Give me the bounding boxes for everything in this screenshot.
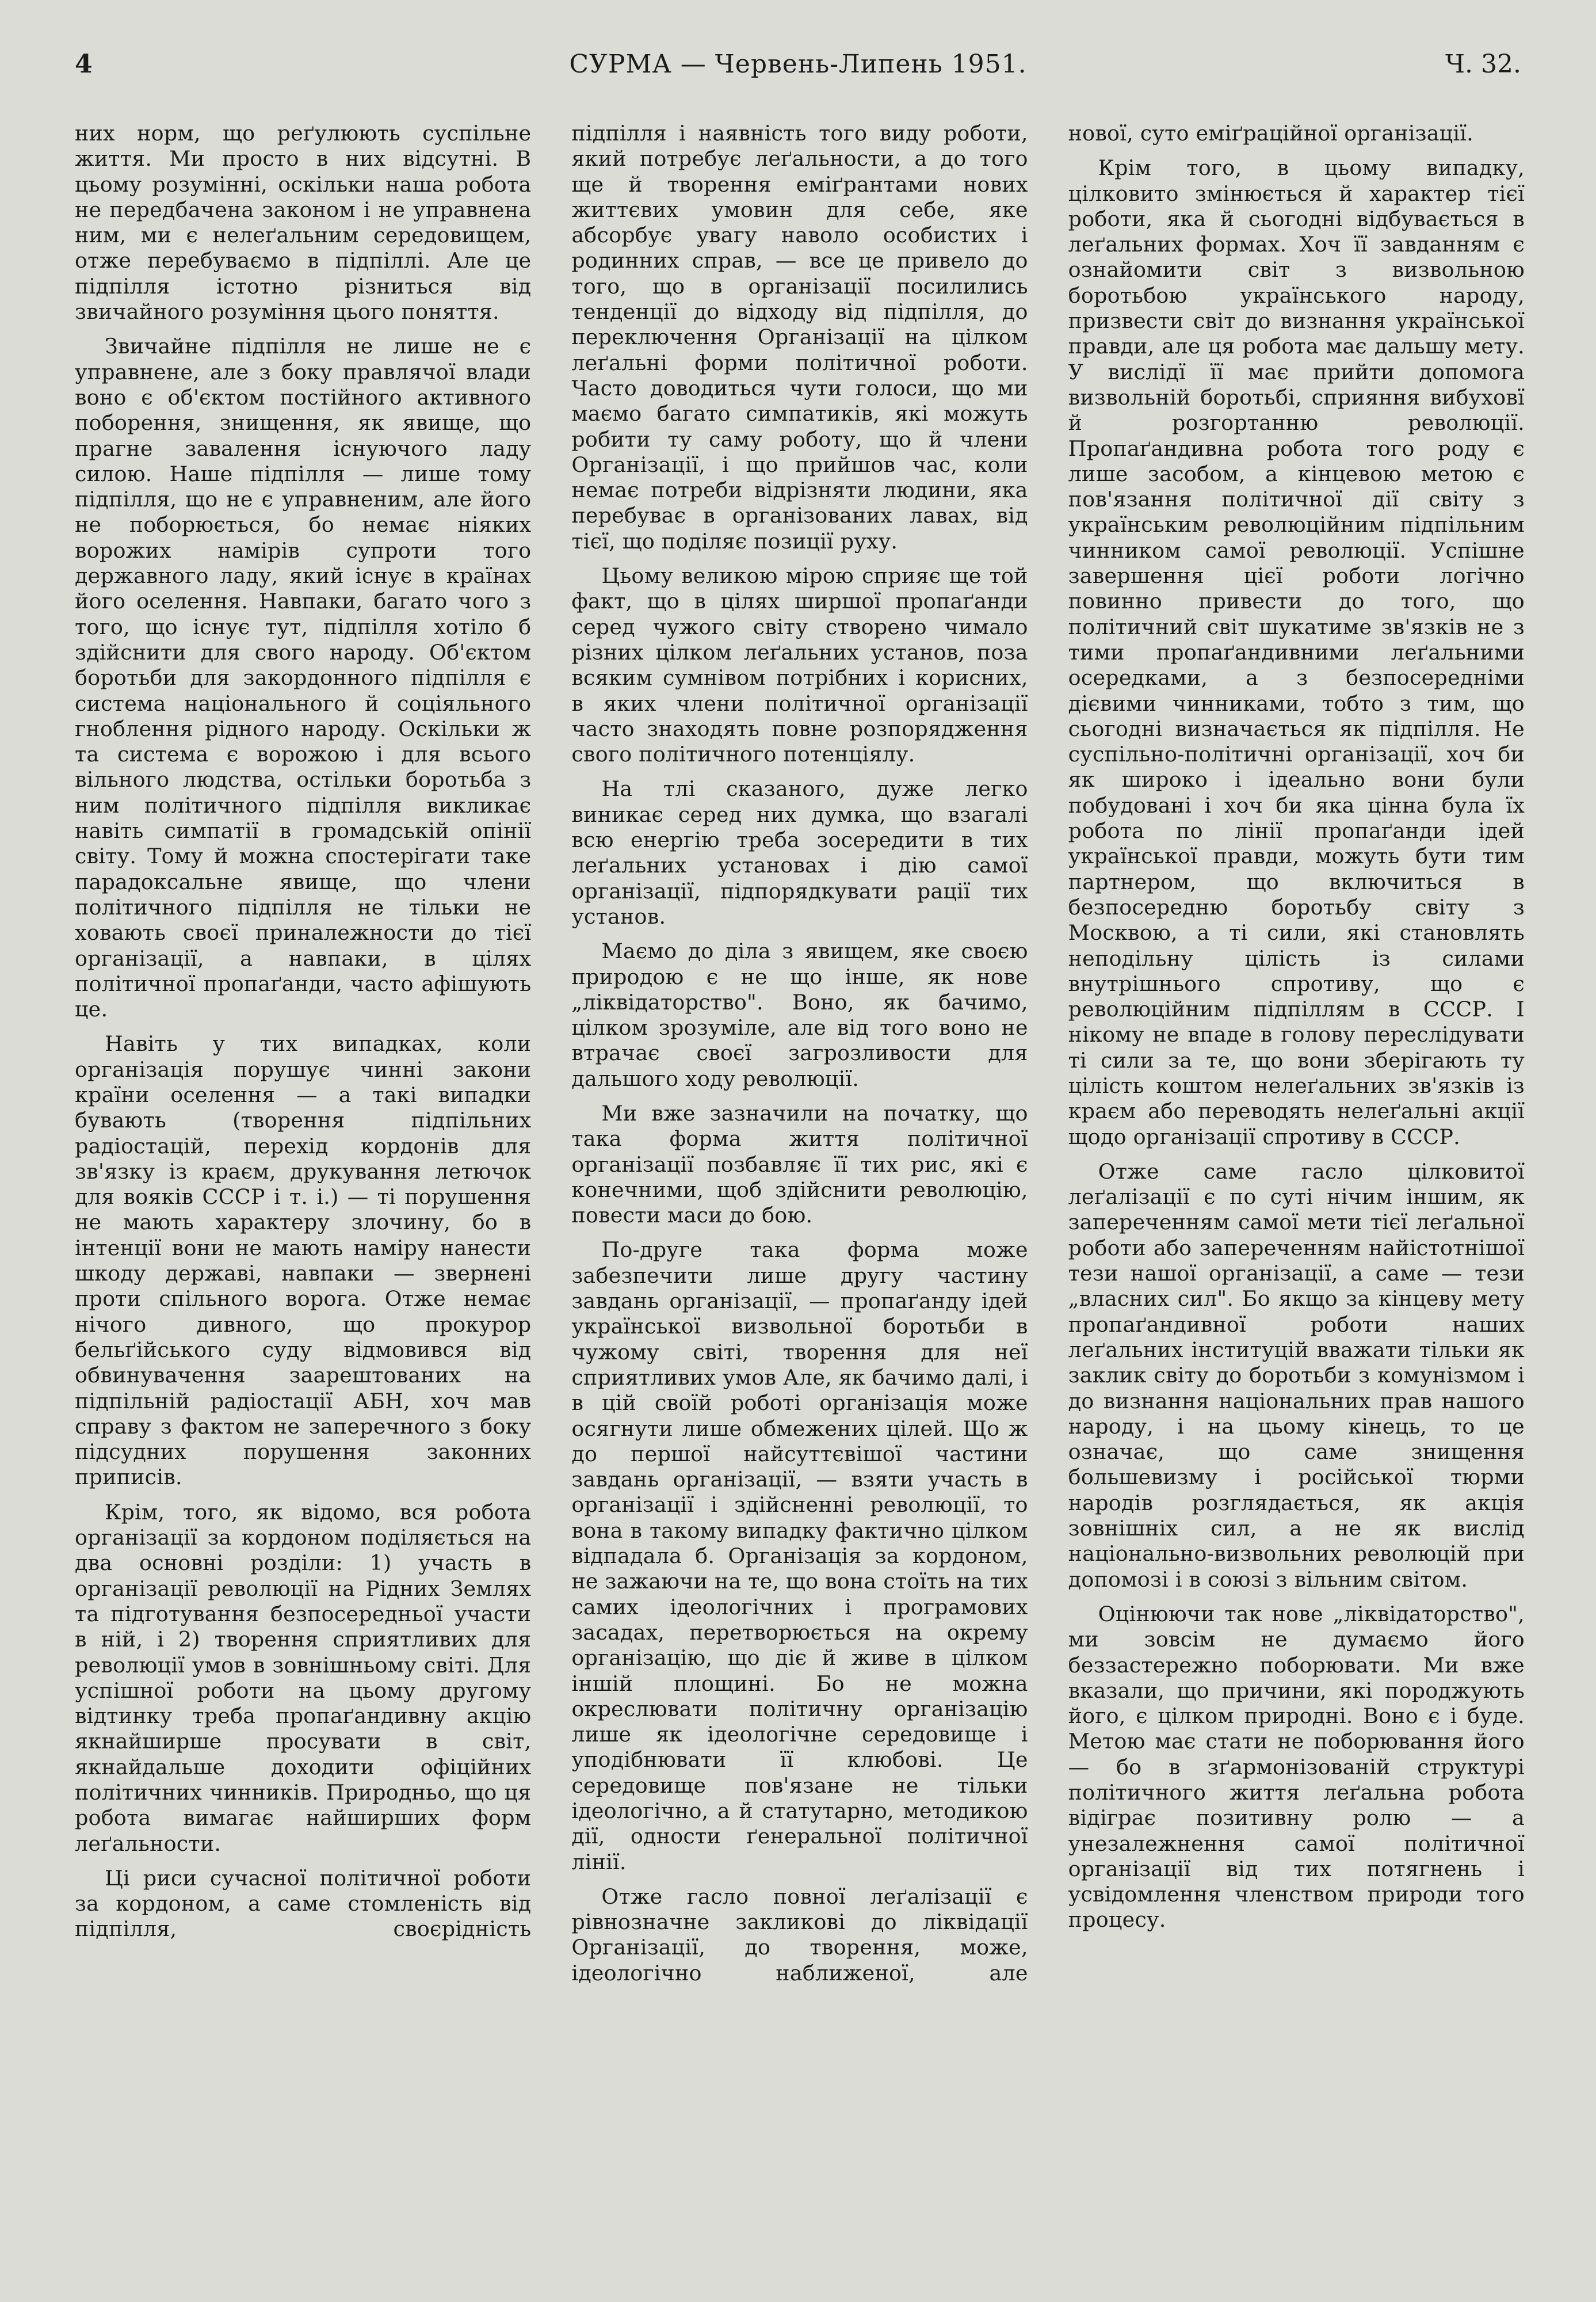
paragraph: На тлі сказаного, дуже легко виникає серед них думка, що взагалі всю енергію треба зосередити в тих леґальних установах і дію самої організації, підпорядкувати рації тих установ. [571,776,1028,929]
column-3 [1068,121,1525,2262]
paragraph: підпілля і наявність того виду роботи, який потребує леґальности, а до того ще й творення еміґрантами нових життєвих умовин для себе, яке абсорбує увагу наволо особистих і родинних справ, — все це привело до того, що в організації посилились тенденції до відходу від підпілля, до переключення Організації на цілком леґальні форми політичної роботи. Часто доводиться чути голоси, що ми маємо багато симпатиків, які можуть робити ту саму роботу, що й члени Організації, і що прийшов час, коли немає потреби відрізняти людини, яка перебуває в організованих лавах, від тієї, що поділяє позиції руху. [571,121,1028,554]
paragraph: Ці риси сучасної політичної роботи за кордоном, а саме стомленість від підпілля, своєрідність [75,1865,532,1942]
paragraph: Крім, того, як відомо, вся робота організації за кордоном поділяється на два основні розділи: 1) участь в організації революції на Рідних Землях та підготування безпосередньої участи в ній, і 2) творення сприятливих для революції умов в зовнішньому світі. Для успішної роботи на цьому другому відтинку треба пропаґандивну акцію якнайширше просувати в світ, якнайдальше доходити офіційних політичних чинників. Природньо, що ця робота вимагає найширших форм леґальности. [75,1499,532,1856]
column-1 [75,121,531,2262]
page-number: 4 [75,49,93,79]
page-header [75,41,1521,87]
paragraph: Отже гасло повної леґалізації є рівнозначне закликові до ліквідації Організації, до творення, може, ідеологічно наближеної, але [571,1884,1028,1985]
issue-number: Ч. 32. [1445,49,1521,79]
paragraph: Ми вже зазначили на початку, що така форма життя політичної організації позбавляє її тих рис, які є конечними, щоб здійснити революцію, повести маси до бою. [571,1100,1028,1228]
paragraph: них норм, що реґулюють суспільне життя. Ми просто в них відсутні. В цьому розумінні, оскільки наша робота не передбачена законом і не управнена ним, ми є нелеґальним середовищем, отже перебуваємо в підпіллі. Але це підпілля істотно різниться від звичайного розуміння цього поняття. [75,121,532,325]
paragraph: Навіть у тих випадках, коли організація порушує чинні закони країни оселення — а такі випадки бувають (творення підпільних радіостацій, перехід кордонів для зв'язку із краєм, друкування летючок для вояків СССР і т. і.) — ті порушення не мають характеру злочину, бо в інтенції вони не мають наміру нанести шкоду державі, навпаки — звернені проти спільного ворога. Отже немає нічого дивного, що прокурор бельґійського суду відмовився від обвинувачення заарештованих на підпільній радіостації АБН, хоч мав справу з фактом не заперечного з боку підсудних порушення законних приписів. [75,1031,532,1490]
paragraph: Оцінюючи так нове „ліквідаторство", ми зовсім не думаємо його беззастережно поборювати. Ми вже вказали, що причини, які породжують його, є цілком природні. Воно є і буде. Метою має стати не поборювання його — бо в зґармонізованій структурі політичного життя леґальна робота відіграє позитивну ролю — а унезалежнення самої політичної організації від тих потягнень і усвідомлення членством природи того процесу. [1068,1601,1525,1933]
column-2 [571,121,1028,2262]
article-body [75,121,1525,2262]
paragraph: Отже саме гасло цілковитої леґалізації є по суті нічим іншим, як запереченням самої мети тієї леґальної роботи або запереченням найістотнішої тези нашої організації, а саме — тези „власних сил". Бо якщо за кінцеву мету пропаґандивної роботи наших леґальних інституцій вважати тільки як заклик світу до боротьби з комунізмом і до визнання національних прав нашого народу, і на цьому кінець, то це означає, що саме знищення большевизму і російської тюрми народів розглядається, як акція зовнішніх сил, а не як вислід національно-визвольних революцій при допомозі і в союзі з вільним світом. [1068,1158,1525,1592]
paragraph: Крім того, в цьому випадку, цілковито змінюється й характер тієї роботи, яка й сьогодні відбувається в леґальних формах. Хоч її завданням є ознайомити світ з визвольною боротьбою українського народу, призвести світ до визнання української правди, але ця робота має дальшу мету. У вислідї її має прийти допомога визвольній боротьбі, сприяння вибуховї й розгортанню революції. Пропаґандивна робота того роду є лише засобом, а кінцевою метою є пов'язання політичної дії світу з українським революційним підпільним чинником самої революції. Успішне завершення цієї роботи логічно повинно привести до того, що політичний світ шукатиме зв'язків не з тими пропаґандивними леґальними осередками, а з безпосередніми дієвими чинниками, тобто з тим, що сьогодні визначається як підпілля. Не суспільно-політичні організації, хоч би як широко і ідеально вони були побудовані і хоч би яка цінна була їх робота по лінії пропаґанди ідей української правди, можуть бути тим партнером, що включиться в безпосередню боротьбу світу з Москвою, а ті сили, які становлять неподільну цілість із силами внутрішнього спротиву, що є революційним підпіллям в СССР. І нікому не впаде в голову переслідувати ті сили за те, що вони зберігають ту цілість коштом нелеґальних зв'язків із краєм або переводять нелеґальні акції щодо організації спротиву в СССР. [1068,155,1525,1149]
paragraph: Звичайне підпілля не лише не є управнене, але з боку правлячої влади воно є об'єктом постійного активного поборення, знищення, як явище, що прагне завалення існуючого ладу силою. Наше підпілля — лише тому підпілля, що не є управненим, але його не поборюється, бо немає ніяких ворожих намірів супроти того державного ладу, який існує в країнах його оселення. Навпаки, багато чого з того, що існує тут, підпілля хотіло б здійснити для свого народу. Об'єктом боротьби для закордонного підпілля є система національного й соціяльного гноблення рідного народу. Оскільки ж та система є ворожою і для всього вільного людства, остільки боротьба з ним політичного підпілля викликає навіть симпатії в громадській опінії світу. Тому й можна спостерігати таке парадоксальне явище, що члени політичного підпілля не тільки не ховають своєї приналежности до тієї організації, а навпаки, в цілях політичної пропаґанди, часто афішують це. [75,334,532,1022]
paragraph: По-друге така форма може забезпечити лише другу частину завдань організації, — пропаґанду ідей української визвольної боротьби в чужому світі, творення для неї сприятливих умов Але, як бачимо далі, і в цій своїй роботі організація може осягнути лише обмежених цілей. Що ж до першої найсуттєвішої частини завдань організації, — взяти участь в організації і здійсненні революції, то вона в такому випадку фактично цілком відпадала б. Організація за кордоном, не зажаючи на те, що вона стоїть на тих самих ідеологічних і програмових засадах, перетворюється на окрему організацію, що діє й живе в цілком іншій площині. Бо не можна окреслювати політичну організацію лише як ідеологічне середовище і уподібнювати її клюбові. Це середовище пов'язане не тільки ідеологічно, а й статутарно, методикою дії, одности ґенеральної політичної лінії. [571,1237,1028,1874]
paragraph: нової, суто еміґраційної організації. [1068,121,1473,146]
paragraph: Маємо до діла з явищем, яке своєю природою є не що інше, як нове „ліквідаторство". Воно, як бачимо, цілком зрозуміле, але від того воно не втрачає своєї загрозливости для дальшого ходу революції. [571,939,1028,1091]
paragraph: Цьому великою мірою сприяє ще той факт, що в цілях ширшої пропаґанди серед чужого світу створено чимало різних цілком леґальних установ, поза всяким сумнівом потрібних і корисних, в яких члени політичної організації часто знаходять повне розпорядження свого політичного потенціялу. [571,563,1028,767]
running-title: СУРМА — Червень-Липень 1951. [569,49,1027,79]
